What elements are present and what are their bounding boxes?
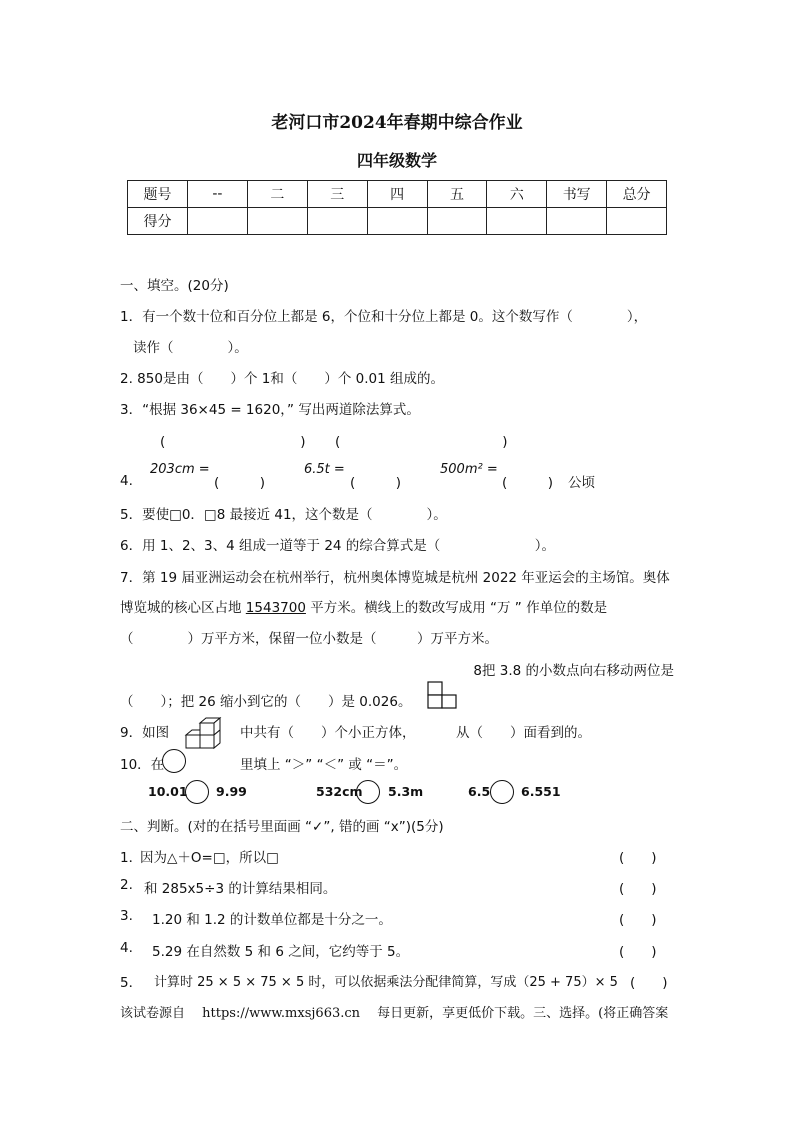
judge-item-2-paren[interactable]: ( ) [619,881,657,897]
q7-line1-display: 7．第 19 届亚洲运动会在杭州举行，杭州奥体博览城是杭州 2022 年亚运会的主场馆。奥体 [120,570,670,586]
judge-item-1-paren[interactable]: ( ) [619,850,657,866]
judge-item-1-num: 1． [120,850,143,866]
q7-line3: （ ）万平方米，保留一位小数是（ ）万平方米。 [120,631,498,647]
table-cell: 六 [487,181,547,208]
judge-item-3-num: 3. [120,908,133,924]
q6: 6．用 1、2、3、4 组成一道等于 24 的综合算式是（ ）。 [120,538,556,554]
q4-blank-c: ( ) [502,475,554,491]
q3-blank2: ( ) [335,434,508,450]
score-table [127,180,667,235]
q9-pre: 9．如图 [120,725,170,741]
judge-item-5-num: 5． [120,975,143,991]
table-cell: -- [188,181,248,208]
score-input-cell[interactable] [367,208,427,235]
score-input-cell[interactable] [427,208,487,235]
q9-mid: 中共有（ ）个小正方体， [240,725,416,741]
q4-a: 203cm = [150,462,210,477]
q1-line1: 1．有一个数十位和百分位上都是 6，个位和十分位上都是 0。这个数写作（ ）， [120,309,648,325]
q1-line2: 读作（ ）。 [133,340,248,356]
page-title: 老河口市2024年春期中综合作业 [271,113,523,133]
q8-line1: 8把 3.8 的小数点向右移动两位是 [473,663,674,679]
table-cell: 总分 [607,181,667,208]
compare-circle-1[interactable] [185,780,209,804]
score-input-cell[interactable] [247,208,307,235]
score-input-cell[interactable] [607,208,667,235]
table-cell: 二 [247,181,307,208]
table-score-row [128,208,667,235]
cmp1-left: 10.01 [148,784,188,799]
judge-item-5-text: 计算时 25 × 5 × 75 × 5 时，可以依据乘法分配律简算，写成（25 + 75）× 5 [154,975,618,990]
q10-post: 里填上 “＞” “＜” 或 “＝”。 [240,757,408,773]
compare-circle-3[interactable] [490,780,514,804]
table-header-row [128,181,667,208]
q7-line2 [120,596,680,616]
judge-item-2-num: 2. [120,877,133,893]
q8-line2: （ ）；把 26 缩小到它的（ ）是 0.026。 [120,694,412,710]
table-cell: 得分 [128,208,188,235]
q5: 5．要使□0．□8 最接近 41，这个数是（ ）。 [120,507,447,523]
q4-c: 500m² = [440,462,498,477]
q10-pre: 10．在 [120,757,165,773]
judge-item-4-text: 5.29 在自然数 5 和 6 之间，它约等于 5。 [152,944,410,960]
score-input-cell[interactable] [547,208,607,235]
compare-circle-2[interactable] [356,780,380,804]
judge-item-4-paren[interactable]: ( ) [619,944,657,960]
judge-item-4-num: 4. [120,940,133,956]
q4-b: 6.5t = [304,462,345,477]
q7-number: 1543700 [245,600,306,616]
q7-line2-pre: 博览城的核心区占地 [120,600,246,616]
footer-source-note: 该试卷源自 https://www.mxsj663.cn 每日更新，享更低价下载。三、选择。(将正确答案 [120,1006,669,1021]
q9-post: 从（ ）面看到的。 [456,725,591,741]
score-input-cell[interactable] [487,208,547,235]
q7-line2-post: 平方米。横线上的数改写成用 “万 ” 作单位的数是 [305,600,608,616]
view-figure [426,680,460,710]
cmp3-left: 6.5 [468,784,491,799]
judge-item-3-paren[interactable]: ( ) [619,912,657,928]
q3: 3．“根据 36×45 = 1620，” 写出两道除法算式。 [120,402,420,418]
q3-blank1: ( ) [160,434,306,450]
section2-heading: 二、判断。(对的在括号里面画 “✓”, 错的画 “x”)(5分) [120,819,444,835]
compare-circle-example [162,749,186,773]
cmp1-right: 9.99 [216,784,247,799]
table-cell: 四 [367,181,427,208]
q2: 2. 850是由（ ）个 1和（ ）个 0.01 组成的。 [120,371,444,387]
q4-unit: 公顷 [568,475,595,491]
cmp2-right: 5.3m [388,784,424,799]
table-cell: 三 [307,181,367,208]
table-cell: 书写 [547,181,607,208]
cube-stack-figure [180,716,226,750]
q4-blank-a: ( ) [214,475,266,491]
section1-heading: 一、填空。(20分) [120,278,229,294]
score-input-cell[interactable] [188,208,248,235]
judge-item-5-paren[interactable]: ( ) [630,975,668,991]
page-subtitle: 四年级数学 [356,151,437,170]
score-input-cell[interactable] [307,208,367,235]
cmp3-right: 6.551 [521,784,561,799]
cmp2-left: 532cm [316,784,363,799]
judge-item-3-text: 1.20 和 1.2 的计数单位都是十分之一。 [152,912,392,928]
judge-item-1-text: 因为△＋O=□，所以□ [140,850,279,866]
table-cell: 五 [427,181,487,208]
judge-item-2-text: 和 285x5÷3 的计算结果相同。 [144,881,337,897]
table-cell: 题号 [128,181,188,208]
q4-blank-b: ( ) [350,475,402,491]
q4-number: 4. [120,473,133,489]
